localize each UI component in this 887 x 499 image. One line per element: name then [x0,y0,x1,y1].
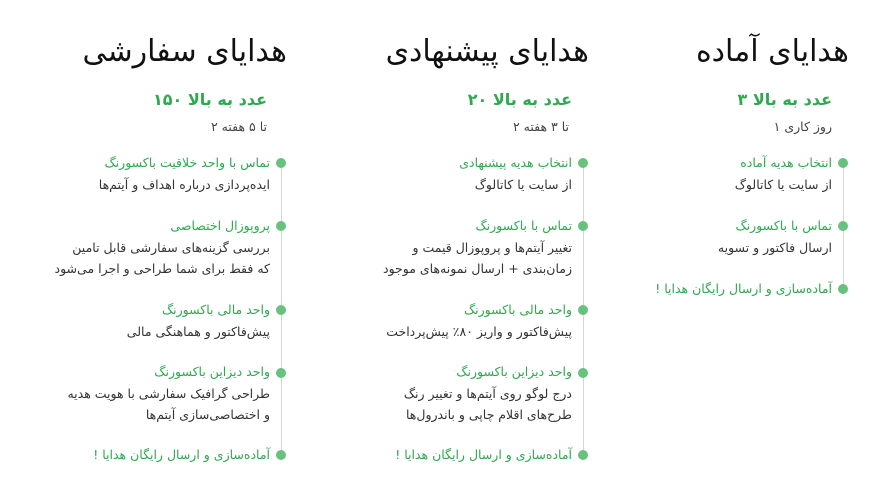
timeline-step [404,361,572,425]
timeline-dot [838,158,848,168]
step-title: واحد دیزاین باکسورنگ [456,364,572,379]
step-title: آماده‌سازی و ارسال رایگان هدایا ! [93,447,270,462]
step-title: واحد دیزاین باکسورنگ [154,364,270,379]
timeline-dot [276,450,286,460]
timeline-step [459,152,572,195]
step-desc: پیش‌فاکتور و واریز ۸۰٪ پیش‌پرداخت [386,324,572,339]
timeline-step [55,215,270,279]
step-desc: تغییر آیتم‌ها و پروپوزال قیمت و [412,240,572,255]
step-title: واحد مالی باکسورنگ [161,302,270,317]
column-title: هدایای سفارشی [82,34,287,69]
timeline-step [395,444,572,466]
timeline-dot [276,221,286,231]
timeline-dot [578,450,588,460]
timeline-dot [276,368,286,378]
delivery-duration: ۲ تا ۳ هفته [512,119,569,134]
timeline-dot [578,305,588,315]
timeline-dot [838,221,848,231]
timeline-step [718,215,832,258]
step-title: آماده‌سازی و ارسال رایگان هدایا ! [655,281,832,296]
step-desc: از سایت یا کاتالوگ [734,177,832,192]
step-desc: و اختصاصی‌سازی آیتم‌ها [145,407,270,422]
timeline-step [93,444,270,466]
timeline-dot [578,368,588,378]
step-title: انتخاب هدیه آماده [740,155,832,170]
step-desc: زمان‌بندی + ارسال نمونه‌های موجود [383,261,572,276]
column-title: هدایای آماده [695,34,849,69]
timeline-step [67,361,270,425]
step-title: تماس با واحد خلاقیت باکسورنگ [104,155,270,170]
step-title: تماس با باکسورنگ [735,218,832,233]
timeline-step [99,152,270,195]
timeline-step [735,152,832,195]
step-desc: که فقط برای شما طراحی و اجرا می‌شود [54,261,270,276]
step-title: واحد مالی باکسورنگ [463,302,572,317]
timeline-step [383,215,572,279]
timeline-dot [578,158,588,168]
column-title: هدایای پیشنهادی [385,34,589,69]
step-title: تماس با باکسورنگ [475,218,572,233]
delivery-duration: ۲ تا ۵ هفته [210,119,267,134]
step-desc: پیش‌فاکتور و هماهنگی مالی [126,324,270,339]
step-title: پروپوزال اختصاصی [170,218,270,233]
step-desc: ایده‌پردازی درباره اهداف و آیتم‌ها [98,177,270,192]
delivery-duration: ۱ روز کاری [773,119,832,134]
timeline-dot [276,158,286,168]
step-title: آماده‌سازی و ارسال رایگان هدایا ! [395,447,572,462]
step-desc: درج لوگو روی آیتم‌ها و تغییر رنگ [403,386,572,401]
step-desc: از سایت یا کاتالوگ [474,177,572,192]
step-desc: طرح‌های اقلام چاپی و باندرول‌ها [406,407,572,422]
timeline-dot [838,284,848,294]
min-quantity: ۱۵۰ عدد به بالا [152,90,267,109]
timeline-step [127,299,270,342]
timeline-dot [276,305,286,315]
step-desc: ارسال فاکتور و تسویه [717,240,832,255]
min-quantity: ۳ عدد به بالا [737,90,832,109]
step-desc: طراحی گرافیک سفارشی با هویت هدیه [67,386,270,401]
timeline-step [386,299,572,342]
step-desc: بررسی گزینه‌های سفارشی قابل تامین [72,240,270,255]
timeline-dot [578,221,588,231]
step-title: انتخاب هدیه پیشنهادی [459,155,572,170]
timeline-step [655,278,832,300]
min-quantity: ۲۰ عدد به بالا [467,90,572,109]
